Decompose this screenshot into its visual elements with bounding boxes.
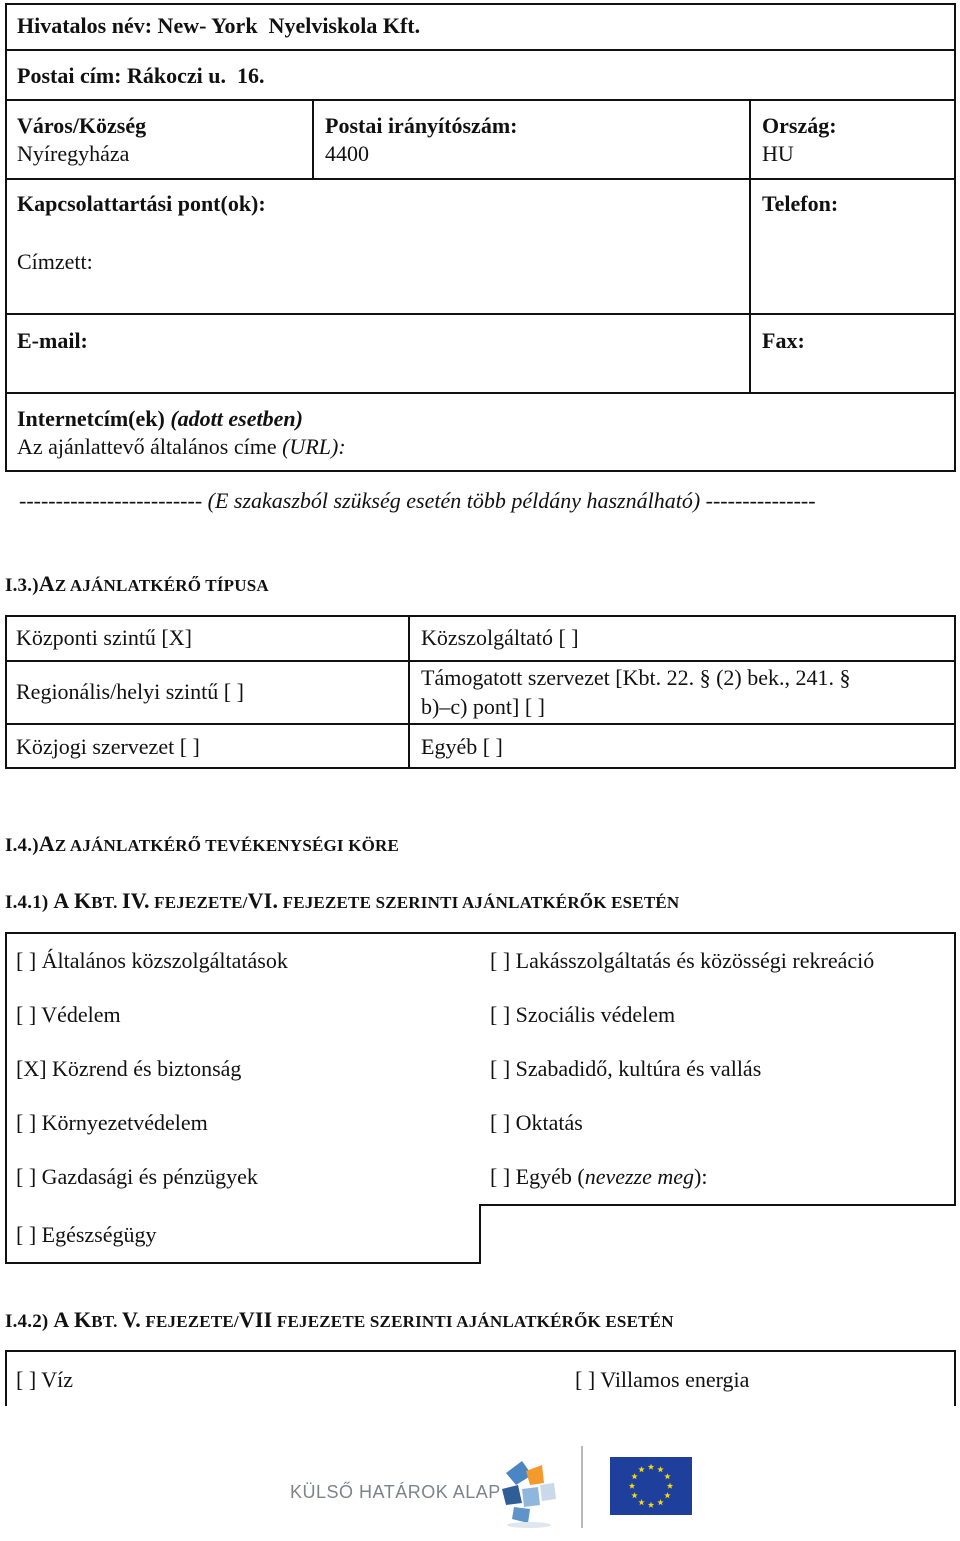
border (5, 1262, 481, 1264)
heading-part: BT. (91, 893, 122, 912)
heading-part: IV. (121, 888, 150, 913)
section-number: I.4.1) (5, 892, 49, 913)
heading-part: BT. (91, 1312, 122, 1331)
section-number: I.3.) (5, 575, 39, 596)
activity-other-suffix: ): (694, 1164, 708, 1189)
divider (749, 99, 751, 394)
border (479, 1204, 481, 1264)
divider (408, 615, 410, 769)
contact-points-label: Kapcsolattartási pont(ok): (17, 191, 266, 216)
general-url-label: Az ajánlattevő általános címe (17, 434, 277, 459)
divider (312, 99, 314, 179)
heading-part: FEJEZETE SZERINTI AJÁNLATKÉRŐK ESETÉN (278, 893, 680, 912)
border (5, 1350, 956, 1352)
supported-org-option-line1: Támogatott szervezet [Kbt. 22. § (2) bek., 241. § (421, 665, 851, 690)
recipient-label: Címzett: (17, 249, 93, 274)
internet-line (17, 405, 303, 433)
divider (5, 392, 956, 394)
external-borders-fund-logo-icon (496, 1455, 562, 1529)
logo-separator (581, 1446, 583, 1528)
public-law-option: Közjogi szervezet [ ] (16, 734, 200, 759)
activity-housing-community: [ ] Lakásszolgáltatás és közösségi rekreáció (490, 948, 875, 973)
official-name: Hivatalos név: New- York Nyelviskola Kft. (17, 13, 421, 38)
email-label: E-mail: (17, 328, 88, 353)
phone-label: Telefon: (762, 191, 839, 216)
divider (5, 660, 956, 662)
divider (5, 723, 956, 725)
activity-electricity: [ ] Villamos energia (575, 1367, 750, 1392)
central-level-option: Központi szintű [X] (16, 625, 192, 650)
section-title-initial: A (38, 571, 55, 596)
section-title: Z AJÁNLATKÉRŐ TÍPUSA (54, 576, 269, 595)
heading-part: V. (121, 1307, 141, 1332)
eu-flag-icon (610, 1457, 692, 1515)
border (954, 932, 956, 1206)
postcode-label: Postai irányítószám: (325, 113, 518, 138)
supported-org-option-line2: b)–c) pont] [ ] (421, 694, 546, 719)
section-i4-heading (5, 832, 399, 858)
border (5, 932, 7, 1264)
city-label: Város/Község (17, 113, 147, 138)
city-value: Nyíregyháza (17, 141, 130, 166)
postal-address: Postai cím: Rákoczi u. 16. (17, 63, 265, 88)
border (5, 1350, 7, 1406)
heading-part: FEJEZETE/ (140, 1312, 239, 1331)
border (954, 1350, 956, 1406)
activity-social-protection: [ ] Szociális védelem (490, 1002, 676, 1027)
general-url-line (17, 433, 346, 461)
heading-part: VI. (247, 888, 279, 913)
activity-defence: [ ] Védelem (16, 1002, 121, 1027)
section-i42-heading (5, 1308, 674, 1334)
section-title-initial: A (38, 831, 55, 856)
regional-level-option: Regionális/helyi szintű [ ] (16, 679, 244, 704)
divider (5, 49, 956, 51)
external-borders-fund-logo-text: KÜLSŐ HATÁROK ALAP (290, 1482, 501, 1502)
postcode-value: 4400 (325, 141, 369, 166)
activity-education: [ ] Oktatás (490, 1110, 583, 1135)
section-number: I.4.2) (5, 1311, 49, 1332)
activity-economic-financial: [ ] Gazdasági és pénzügyek (16, 1164, 258, 1189)
public-service-option: Közszolgáltató [ ] (421, 625, 579, 650)
fax-label: Fax: (762, 328, 805, 353)
activity-health: [ ] Egészségügy (16, 1222, 157, 1247)
country-value: HU (762, 141, 794, 166)
section-title: Z AJÁNLATKÉRŐ TEVÉKENYSÉGI KÖRE (54, 836, 400, 855)
activity-recreation-culture: [ ] Szabadidő, kultúra és vallás (490, 1056, 762, 1081)
activity-water: [ ] Víz (16, 1367, 74, 1392)
activity-general-public-services: [ ] Általános közszolgáltatások (16, 948, 288, 973)
copies-note: ------------------------- (E szakaszból szükség esetén több példány használható) --------------- (19, 488, 816, 513)
internet-note: (adott esetben) (170, 406, 303, 431)
divider (5, 99, 956, 101)
activity-other (490, 1163, 707, 1191)
divider (5, 178, 956, 180)
section-number: I.4.) (5, 835, 39, 856)
country-label: Ország: (762, 113, 837, 138)
activity-other-prefix: [ ] Egyéb ( (490, 1164, 585, 1189)
section-i41-heading (5, 889, 679, 915)
divider (5, 313, 956, 315)
heading-part: FEJEZETE SZERINTI AJÁNLATKÉRŐK ESETÉN (272, 1312, 674, 1331)
activity-environment: [ ] Környezetvédelem (16, 1110, 208, 1135)
activity-other-italic: nevezze meg (584, 1164, 695, 1189)
internet-label: Internetcím(ek) (17, 406, 165, 431)
other-option: Egyéb [ ] (421, 734, 503, 759)
section-i3-heading (5, 572, 269, 598)
heading-part: A K (53, 888, 92, 913)
border (479, 1204, 956, 1206)
activity-public-order-safety: [X] Közrend és biztonság (16, 1056, 242, 1081)
general-url-suffix: (URL): (282, 434, 346, 459)
heading-part: A K (53, 1307, 92, 1332)
border (5, 932, 956, 934)
heading-part: VII (238, 1307, 273, 1332)
heading-part: FEJEZETE/ (149, 893, 248, 912)
